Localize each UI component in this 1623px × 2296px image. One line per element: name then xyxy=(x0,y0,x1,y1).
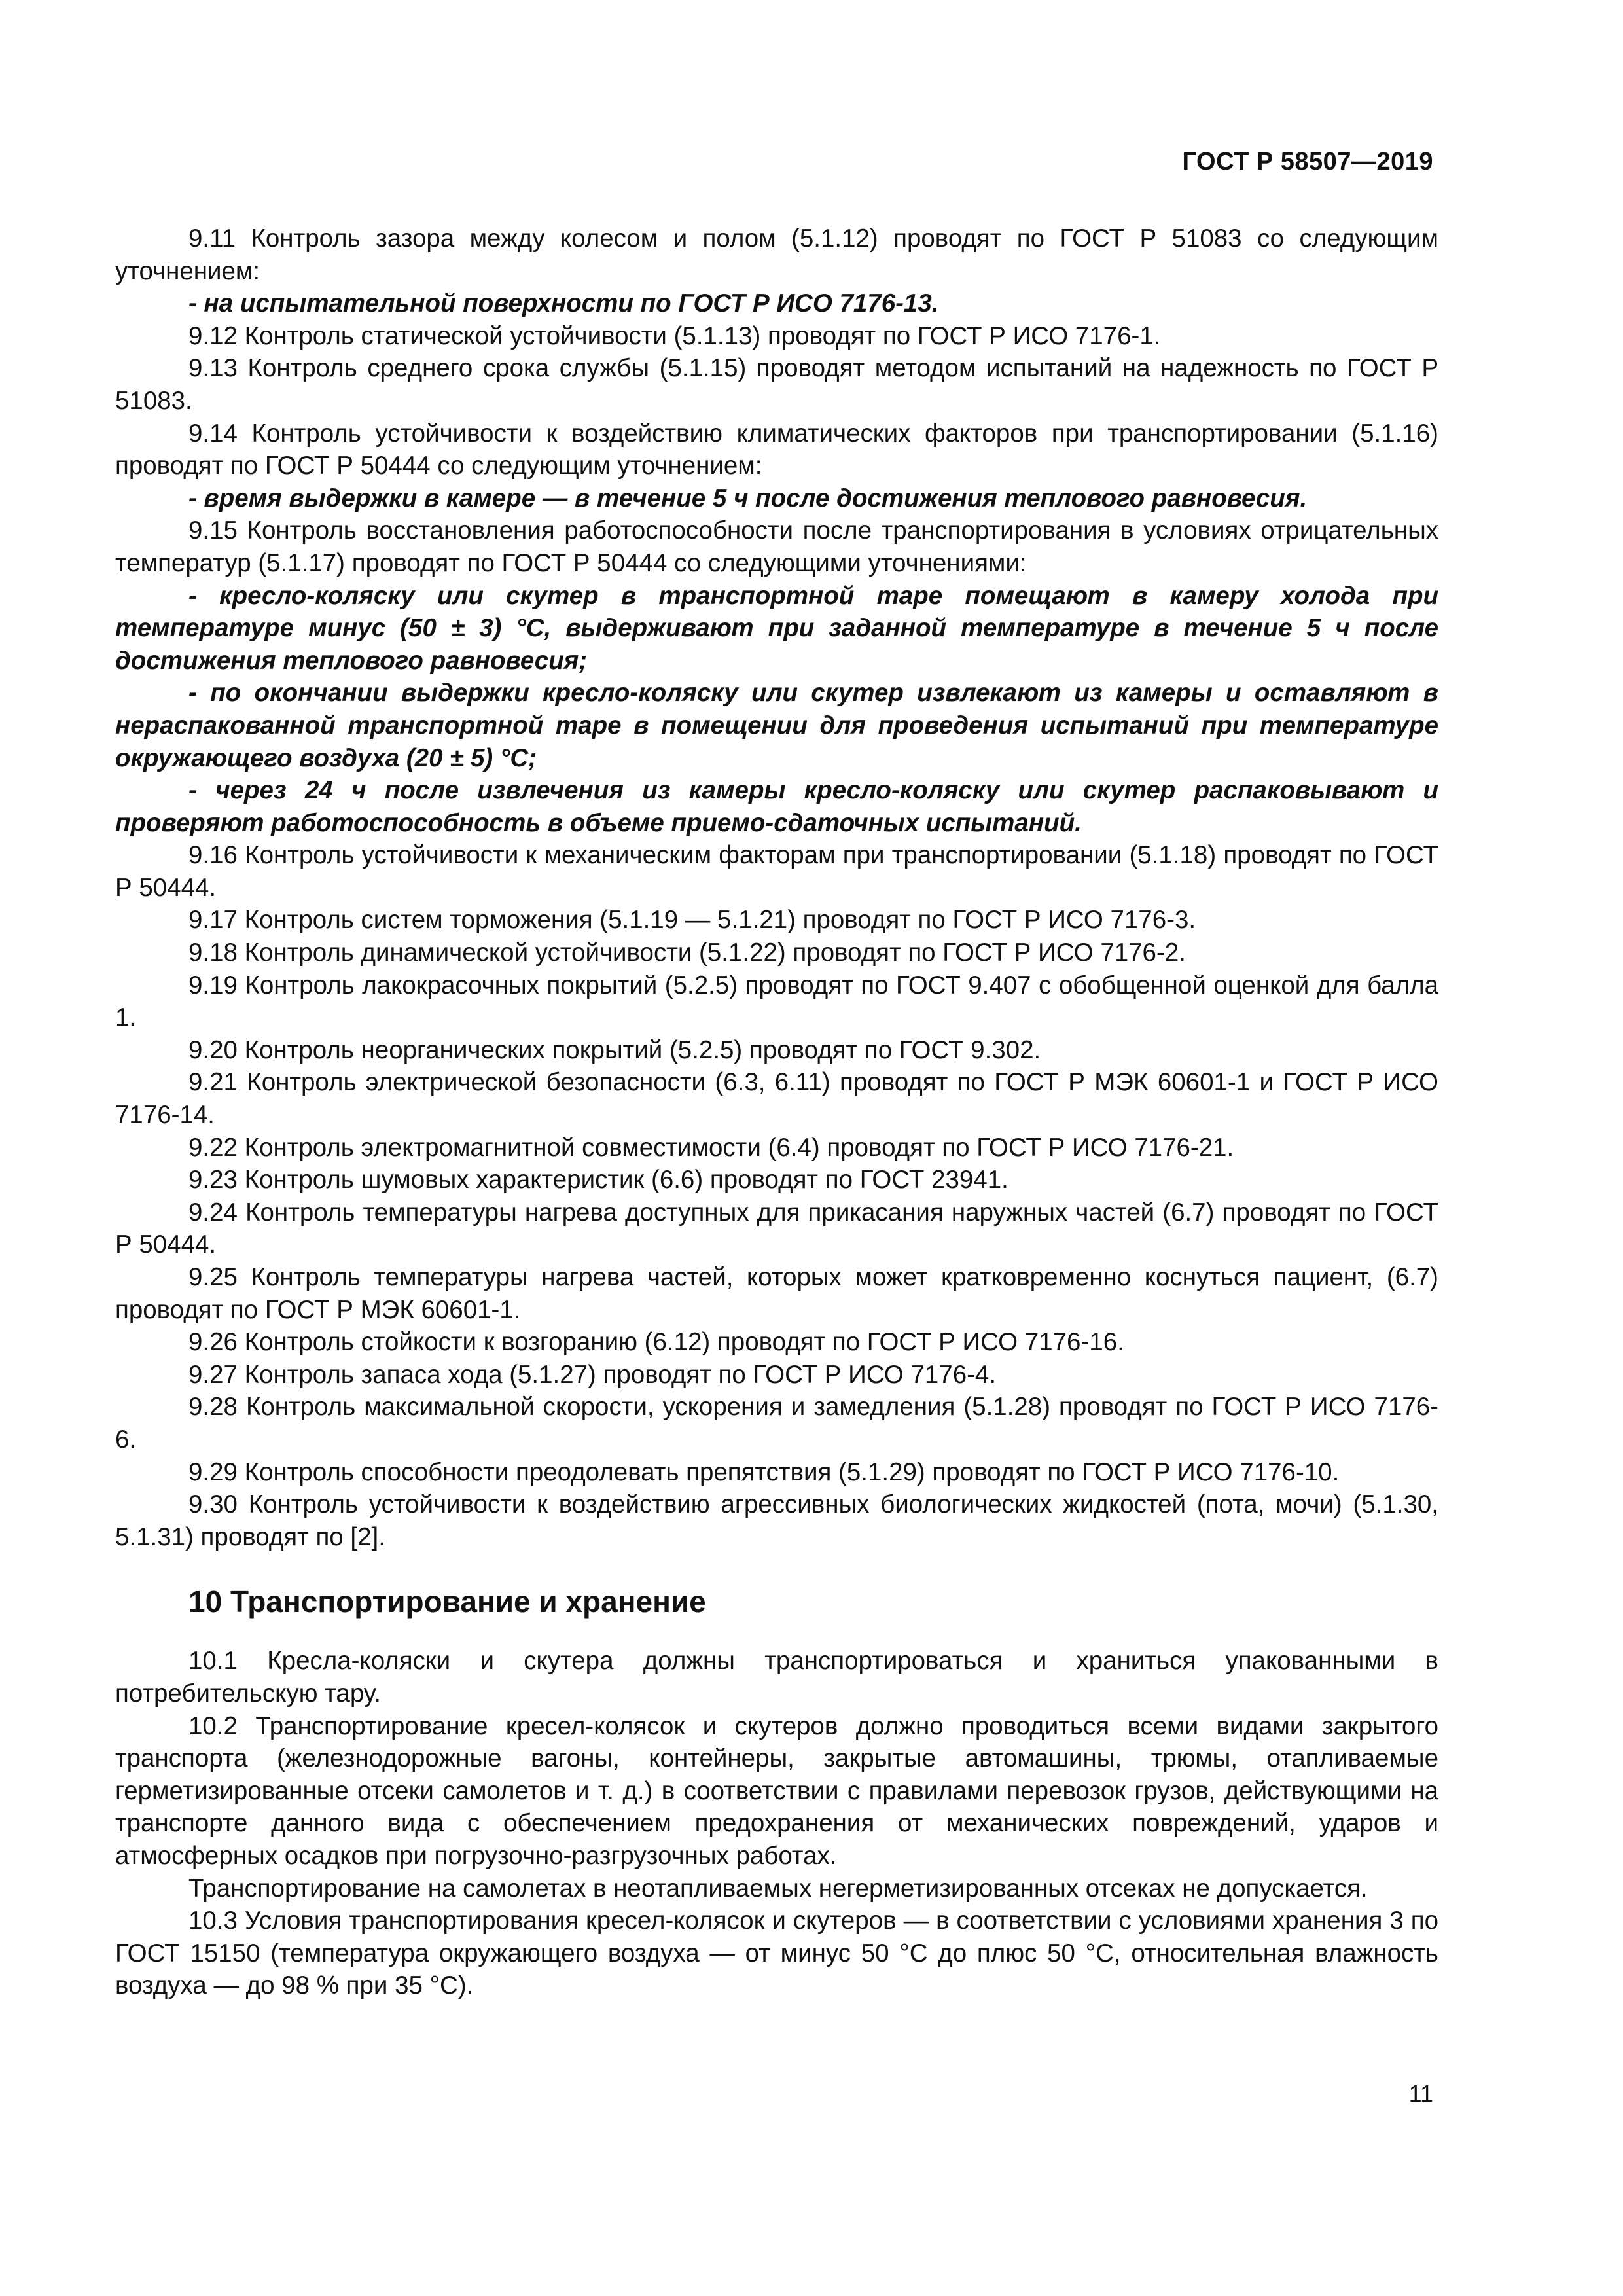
clause-9-24: 9.24 Контроль температуры нагрева доступных для прикасания наружных частей (6.7) проводят по ГОСТ Р 50444. xyxy=(115,1198,1438,1259)
clause-9-12: 9.12 Контроль статической устойчивости (5.1.13) проводят по ГОСТ Р ИСО 7176-1. xyxy=(188,321,1161,350)
clause-9-26: 9.26 Контроль стойкости к возгоранию (6.12) проводят по ГОСТ Р ИСО 7176-16. xyxy=(188,1328,1124,1357)
clause-9-15-note-2: - по окончании выдержки кресло-коляску или скутер извлекают из камеры и оставляют в нераспакованной транспортной таре в помещении для проведения испытаний при температуре окружающего воздуха (20 ± 5) °С; xyxy=(115,679,1438,772)
clause-9-16: 9.16 Контроль устойчивости к механическим факторам при транспортировании (5.1.18) проводят по ГОСТ Р 50444. xyxy=(115,841,1438,902)
clause-9-14-note: - время выдержки в камере — в течение 5 ч после достижения теплового равновесия. xyxy=(188,484,1308,512)
clause-9-15-note-1: - кресло-коляску или скутер в транспортной таре помещают в камеру холода при температуре минус (50 ± 3) °С, выдерживают при заданной температуре в течение 5 ч после достижения теплового равновесия; xyxy=(115,581,1438,675)
document-body xyxy=(115,223,1438,2002)
clause-9-14: 9.14 Контроль устойчивости к воздействию климатических факторов при транспортировании (5.1.16) проводят по ГОСТ Р 50444 со следующим уточнением: xyxy=(115,419,1438,480)
clause-9-30: 9.30 Контроль устойчивости к воздействию агрессивных биологических жидкостей (пота, мочи) (5.1.30, 5.1.31) проводят по [2]. xyxy=(115,1490,1438,1551)
clause-9-11-note: - на испытательной поверхности по ГОСТ Р ИСО 7176-13. xyxy=(188,289,939,318)
clause-9-18: 9.18 Контроль динамической устойчивости (5.1.22) проводят по ГОСТ Р ИСО 7176-2. xyxy=(188,939,1186,967)
clause-9-15-note-3: - через 24 ч после извлечения из камеры кресло-коляску или скутер распаковывают и проверяют работоспособность в объеме приемо-сдаточных испытаний. xyxy=(115,776,1438,837)
section-10-body xyxy=(115,1645,1438,2002)
clause-9-29: 9.29 Контроль способности преодолевать препятствия (5.1.29) проводят по ГОСТ Р ИСО 7176-10. xyxy=(188,1458,1340,1486)
clause-9-19: 9.19 Контроль лакокрасочных покрытий (5.2.5) проводят по ГОСТ 9.407 с обобщенной оценкой для балла 1. xyxy=(115,971,1438,1032)
clause-9-17: 9.17 Контроль систем торможения (5.1.19 — 5.1.21) проводят по ГОСТ Р ИСО 7176-3. xyxy=(188,906,1196,935)
clause-9-23: 9.23 Контроль шумовых характеристик (6.6) проводят по ГОСТ 23941. xyxy=(188,1166,1008,1194)
clause-10-2-continuation: Транспортирование на самолетах в неотапливаемых негерметизированных отсеках не допускается. xyxy=(188,1874,1368,1903)
clause-9-28: 9.28 Контроль максимальной скорости, ускорения и замедления (5.1.28) проводят по ГОСТ Р ИСО 7176-6. xyxy=(115,1393,1438,1454)
clause-9-13: 9.13 Контроль среднего срока службы (5.1.15) проводят методом испытаний на надежность по ГОСТ Р 51083. xyxy=(115,354,1438,415)
clause-9-27: 9.27 Контроль запаса хода (5.1.27) проводят по ГОСТ Р ИСО 7176-4. xyxy=(188,1360,997,1389)
clause-10-1: 10.1 Кресла-коляски и скутера должны транспортироваться и храниться упакованными в потребительскую тару. xyxy=(115,1647,1438,1708)
page-number: 11 xyxy=(1408,2080,1433,2107)
section-10-heading: 10 Транспортирование и хранение xyxy=(188,1585,706,1619)
clause-9-25: 9.25 Контроль температуры нагрева частей, которых может кратковременно коснуться пациент, (6.7) проводят по ГОСТ Р МЭК 60601-1. xyxy=(115,1263,1438,1324)
section-9-continuation xyxy=(115,223,1438,1553)
document-code-header: ГОСТ Р 58507—2019 xyxy=(1182,148,1433,175)
clause-9-21: 9.21 Контроль электрической безопасности (6.3, 6.11) проводят по ГОСТ Р МЭК 60601-1 и ГОСТ Р ИСО 7176-14. xyxy=(115,1068,1438,1130)
clause-10-2: 10.2 Транспортирование кресел-колясок и скутеров должно проводиться всеми видами закрытого транспорта (железнодорожные вагоны, контейнеры, закрытые автомашины, трюмы, отапливаемые герметизированные отсеки самолетов и т. д.) в соответствии с правилами перевозок грузов, действующими на транспорте данного вида с обеспечением предохранения от механических повреждений, ударов и атмосферных осадков при погрузочно-разгрузочных работах. xyxy=(115,1712,1438,1870)
clause-9-22: 9.22 Контроль электромагнитной совместимости (6.4) проводят по ГОСТ Р ИСО 7176-21. xyxy=(188,1133,1234,1162)
clause-9-11: 9.11 Контроль зазора между колесом и полом (5.1.12) проводят по ГОСТ Р 51083 со следующим уточнением: xyxy=(115,224,1438,285)
clause-10-3: 10.3 Условия транспортирования кресел-колясок и скутеров — в соответствии с условиями хранения 3 по ГОСТ 15150 (температура окружающего воздуха — от минус 50 °С до плюс 50 °С, относительная влажность воздуха — до 98 % при 35 °С). xyxy=(115,1907,1438,2000)
clause-9-15: 9.15 Контроль восстановления работоспособности после транспортирования в условиях отрицательных температур (5.1.17) проводят по ГОСТ Р 50444 со следующими уточнениями: xyxy=(115,516,1438,577)
clause-9-20: 9.20 Контроль неорганических покрытий (5.2.5) проводят по ГОСТ 9.302. xyxy=(188,1035,1041,1064)
